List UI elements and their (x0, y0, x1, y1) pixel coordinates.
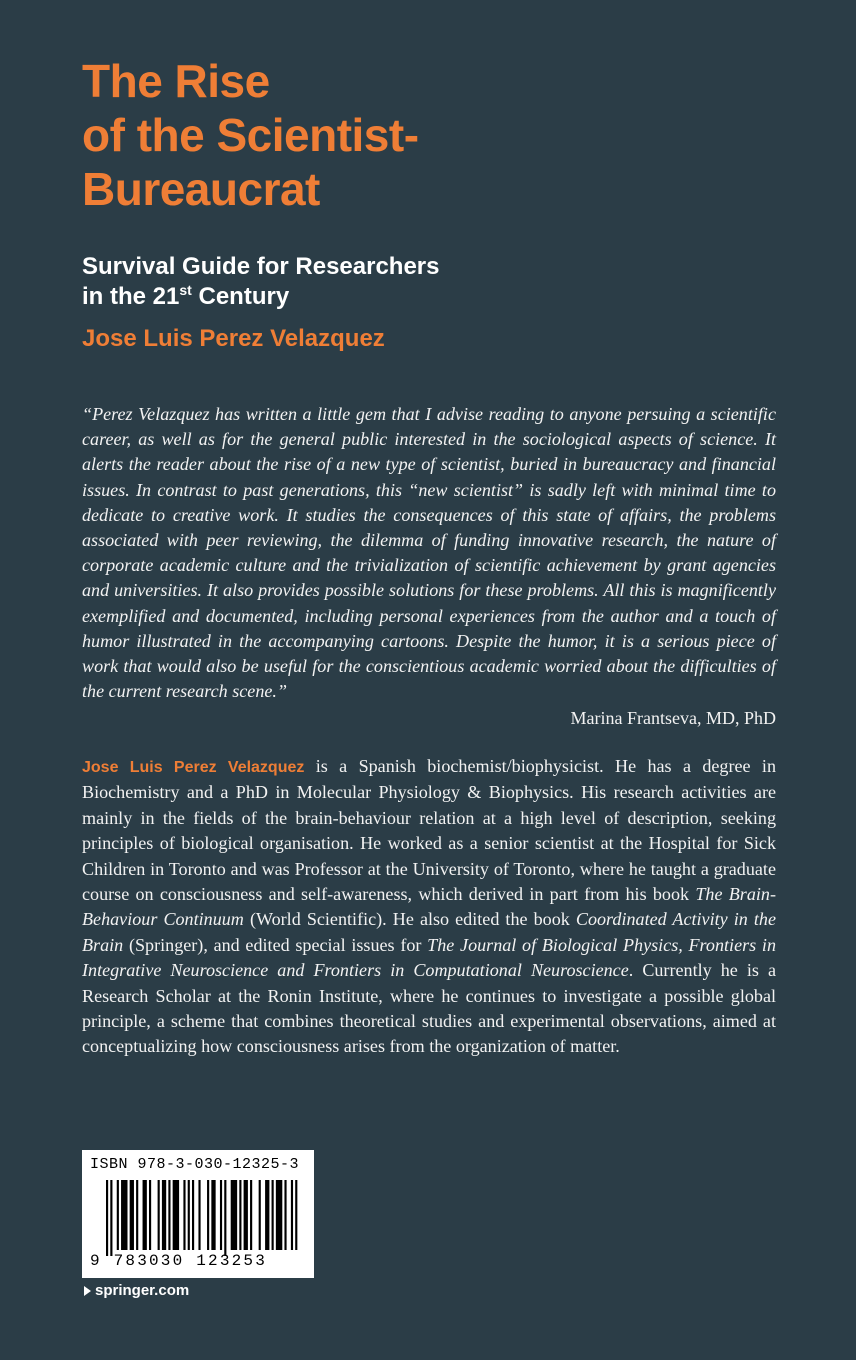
book-subtitle (82, 252, 682, 312)
springer-link[interactable] (84, 1282, 189, 1299)
barcode-bar (265, 1180, 269, 1250)
barcode-bar (207, 1180, 209, 1250)
title-line: of the Scientist- (82, 109, 419, 161)
ordinal-suffix: st (179, 282, 192, 298)
bio-journal-titles: The Journal of Biological Physics, Frontiers in Integrative Neuroscience and Frontiers in Computational Neuroscience (82, 934, 776, 981)
bio-book-title: Coordinated Activity in the Brain (82, 909, 776, 955)
bio-book-title: The Brain-Behaviour Continuum (82, 884, 776, 930)
barcode-bar (106, 1180, 108, 1256)
barcode-bar (192, 1180, 194, 1250)
barcode-bar (239, 1180, 241, 1250)
barcode-bar (250, 1180, 252, 1250)
barcode-bar (224, 1180, 226, 1256)
barcode-bar (295, 1180, 297, 1250)
subtitle-line-2 (82, 282, 682, 312)
subtitle-line-1: Survival Guide for Researchers (82, 253, 440, 280)
subtitle-line-2-pre: in the 21 (82, 283, 180, 310)
barcode-bar (173, 1180, 179, 1250)
barcode-bar (149, 1180, 151, 1250)
barcode-bar (158, 1180, 160, 1250)
springer-link-text: springer.com (95, 1282, 190, 1299)
quote-attribution: Marina Frantseva, MD, PhD (570, 708, 776, 728)
bio-author-name: Jose Luis Perez Velazquez (82, 759, 305, 776)
bio-text: (Springer), and edited special issues for (123, 934, 428, 955)
barcode-bar (136, 1180, 138, 1250)
author-name: Jose Luis Perez Velazquez (82, 325, 385, 352)
barcode-bar (188, 1180, 190, 1250)
barcode-bar (244, 1180, 248, 1250)
barcode-bar (162, 1180, 166, 1250)
bio-text: (World Scientific). He also edited the book (243, 909, 576, 930)
book-title (82, 54, 642, 216)
barcode-bar (211, 1180, 215, 1250)
barcode-bar (121, 1180, 127, 1250)
title-line: The Rise (82, 55, 270, 107)
barcode-bar (220, 1180, 222, 1250)
barcode-bar (198, 1180, 200, 1250)
author-bio (82, 754, 776, 1060)
barcode-bar (183, 1180, 185, 1250)
barcode-bar (110, 1180, 112, 1256)
barcode-bar (130, 1180, 134, 1250)
title-line: Bureaucrat (82, 163, 320, 215)
barcode-bar (231, 1180, 237, 1250)
arrow-right-icon (84, 1286, 91, 1296)
barcode-bar (291, 1180, 293, 1250)
barcode-bar (284, 1180, 286, 1250)
barcode-bar (168, 1180, 170, 1250)
barcode-bar (272, 1180, 274, 1250)
barcode-bar (143, 1180, 147, 1250)
isbn-barcode (82, 1150, 314, 1278)
subtitle-line-2-post: Century (191, 283, 290, 310)
bio-text: . Currently he is a Research Scholar at the Ronin Institute, where he continues to investigate a possible global principle, a scheme that combines theoretical studies and experimental observations, aimed at conceptualizing how consciousness arises from the organization of matter. (82, 960, 776, 1057)
bio-text: is a Spanish biochemist/biophysicist. He has a degree in Biochemistry and a PhD in Molecular Physiology & Biophysics. His research activities are mainly in the fields of the brain-behaviour relation at a high level of description, seeking principles of biological organisation. He worked as a senior scientist at the Hospital for Sick Children in Toronto and was Professor at the University of Toronto, where he taught a graduate course on consciousness and self-awareness, which derived in part from his book (82, 756, 776, 905)
barcode-bar (117, 1180, 119, 1250)
barcode-bars (82, 1178, 314, 1258)
barcode-digits: 9 783030 123253 (90, 1252, 268, 1270)
endorsement-quote: “Perez Velazquez has written a little gem that I advise reading to anyone persuing a scientific career, as well as for the general public interested in the sociological aspects of science. It alerts the reader about the rise of a new type of scientist, buried in bureaucracy and financial issues. In contrast to past generations, this “new scientist” is sadly left with minimal time to dedicate to creative work. It studies the consequences of this state of affairs, the problems associated with peer reviewing, the dilemma of funding innovative research, the nature of corporate academic culture and the trivialization of scientific achievement by grant agencies and universities. It also provides possible solutions for these problems. All this is magnificently exemplified and documented, including personal experiences from the author and a touch of humor illustrated in the accompanying cartoons. Despite the humor, it is a serious piece of work that would also be useful for the conscientious academic worried about the difficulties of the current research scene.” (82, 404, 776, 702)
barcode-bar (259, 1180, 261, 1250)
barcode-bar (276, 1180, 282, 1250)
isbn-label: ISBN 978-3-030-12325-3 (90, 1156, 300, 1173)
